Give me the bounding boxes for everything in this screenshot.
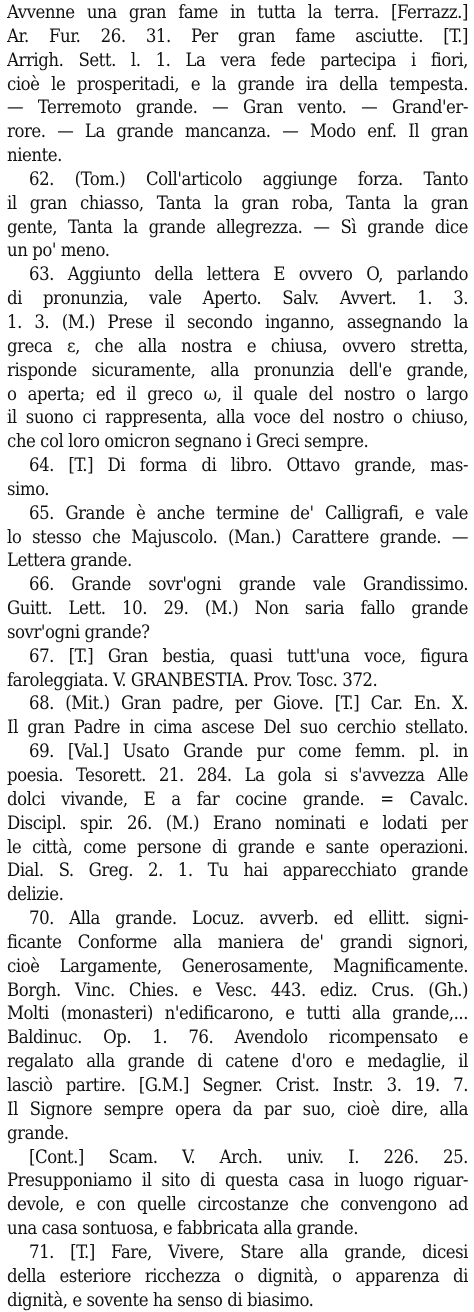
text-line: Il gran Padre in cima ascese Del suo cerchio stellato. <box>7 717 468 739</box>
text-line: simo. <box>7 478 50 500</box>
text-line: Avvenne una gran fame in tutta la terra. [Ferrazz.] <box>7 2 468 23</box>
text-line: niente. <box>7 145 62 167</box>
entry-64-line: 64. [T.] Di forma di libro. Ottavo grande, mas- <box>29 455 468 477</box>
entry-68-line: 68. (Mit.) Gran padre, per Giove. [T.] Car. En. X. <box>29 693 468 715</box>
citation-line: [Cont.] Scam. V. Arch. univ. I. 226. 25. <box>29 1146 468 1168</box>
entry-63-line: 63. Aggiunto della lettera E ovvero O, parlando <box>29 264 468 286</box>
text-line: cioè Largamente, Generosamente, Magnificamente. <box>7 955 468 977</box>
text-line: il gran chiasso, Tanta la gran roba, Tanta la gran <box>7 192 468 214</box>
text-line: Discipl. spir. 26. (M.) Erano nominati e lodati per <box>7 812 468 834</box>
text-line: gente, Tanta la grande allegrezza. — Sì grande dice <box>7 216 468 238</box>
text-line: risponde sicuramente, alla pronunzia dell'e grande, <box>7 359 468 381</box>
text-line: il suono ci rappresenta, alla voce del nostro o chiuso, <box>7 407 468 429</box>
text-line: Dial. S. Greg. 2. 1. Tu hai apparecchiato grande <box>7 860 468 882</box>
text-line: che col loro omicron segnano i Greci sempre. <box>7 431 369 453</box>
text-line: regalato alla grande di catene d'oro e medaglie, il <box>7 1051 468 1073</box>
text-line: lo stesso che Majuscolo. (Man.) Carattere grande. — <box>7 526 468 548</box>
text-line: Ar. Fur. 26. 31. Per gran fame asciutte. [T.] <box>7 25 468 47</box>
text-line: Molti (monasteri) n'edificarono, e tutti alla grande,... <box>7 1003 468 1025</box>
text-line: devole, e con quelle circostanze che convengono ad <box>7 1194 468 1216</box>
text-line: faroleggiata. V. GRANBESTIA. Prov. Tosc. 372. <box>7 669 378 691</box>
text-line: Presupponiamo il sito di questa casa in luogo riguar- <box>7 1170 468 1192</box>
text-line: greca ε, che alla nostra e chiusa, ovvero stretta, <box>7 335 468 357</box>
text-line: poesia. Tesorett. 21. 284. La gola si s'avvezza Alle <box>7 765 468 786</box>
text-line: Il Signore sempre opera da par suo, cioè dire, alla <box>7 1098 468 1120</box>
text-line: Lettera grande. <box>7 550 132 572</box>
text-line: Borgh. Vinc. Chies. e Vesc. 443. ediz. Crus. (Gh.) <box>7 979 468 1001</box>
entry-67-line: 67. [T.] Gran bestia, quasi tutt'una voce, figura <box>29 645 468 667</box>
text-line: grande. <box>7 1122 69 1144</box>
text-line: o aperta; ed il greco ω, il quale del nostro o largo <box>7 383 468 405</box>
text-line: — Terremoto grande. — Gran vento. — Grand'er- <box>7 97 468 119</box>
text-line: della esteriore ricchezza o dignità, o apparenza di <box>7 1265 468 1287</box>
text-line: dolci vivande, E a far cocine grande. = Cavalc. <box>7 788 468 810</box>
entry-69-line: 69. [Val.] Usato Grande pur come femm. pl. in <box>29 741 468 763</box>
text-line: cioè le prosperitadi, e la grande ira della tempesta. <box>7 73 468 95</box>
entry-65-line: 65. Grande è anche termine de' Calligrafi, e vale <box>29 502 468 524</box>
text-line: lasciò partire. [G.M.] Segner. Crist. Instr. 3. 19. 7. <box>7 1074 468 1096</box>
text-line: Arrigh. Sett. l. 1. La vera fede partecipa i fiori, <box>7 49 468 71</box>
entry-62-line: 62. (Tom.) Coll'articolo aggiunge forza. Tanto <box>29 168 468 190</box>
text-line: delizie. <box>7 884 64 906</box>
text-line: rore. — La grande mancanza. — Modo enf. Il gran <box>7 121 468 143</box>
text-line: sovr'ogni grande? <box>7 621 150 643</box>
text-line: di pronunzia, vale Aperto. Salv. Avvert. 1. 3. <box>7 288 468 310</box>
text-line: dignità, e sovente ha senso di biasimo. <box>7 1289 314 1311</box>
text-line: Baldinuc. Op. 1. 76. Avendolo ricompensato e <box>7 1027 468 1049</box>
text-line: ficante Conforme alla maniera de' grandi signori, <box>7 931 468 953</box>
entry-71-line: 71. [T.] Fare, Vivere, Stare alla grande, dicesi <box>29 1241 468 1263</box>
text-line: un po' meno. <box>7 240 110 262</box>
text-line: una casa sontuosa, e fabbricata alla grande. <box>7 1218 359 1240</box>
entry-66-line: 66. Grande sovr'ogni grande vale Grandissimo. <box>29 574 468 596</box>
text-line: le città, come persone di grande e sante operazioni. <box>7 836 468 858</box>
text-line: Guitt. Lett. 10. 29. (M.) Non saria fallo grande <box>7 598 468 620</box>
entry-70-line: 70. Alla grande. Locuz. avverb. ed ellitt. signi- <box>29 908 468 930</box>
text-line: 1. 3. (M.) Prese il secondo inganno, assegnando la <box>7 311 468 333</box>
